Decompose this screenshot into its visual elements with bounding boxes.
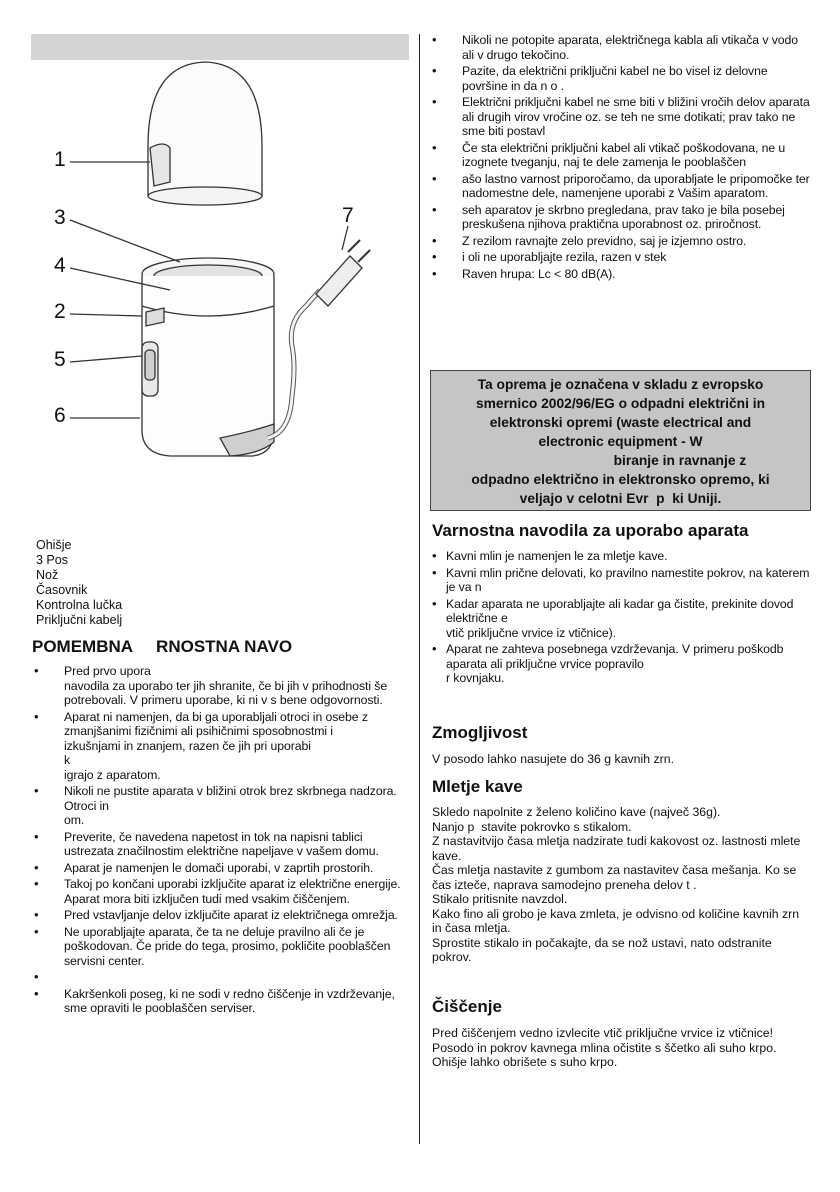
notice-line: Ta oprema je označena v skladu z evropsko bbox=[477, 377, 764, 392]
notice-line: biranje in ravnanje z bbox=[494, 453, 747, 468]
list-item bbox=[32, 970, 407, 985]
cleaning-heading: Čiščenje bbox=[432, 997, 502, 1016]
safety-section bbox=[432, 520, 812, 688]
list-item: • Aparat ni namenjen, da bi ga uporabljali otroci in osebe z zmanjšanimi fizičnimi ali psihičnimi sposobnostmi i izkušnjami in znanjem, razen če jih pri uporabi k igrajo z aparatom. bbox=[32, 710, 407, 783]
left-safety-list bbox=[32, 664, 407, 1018]
list-item: • Aparat je namenjen le domači uporabi, v zaprtih prostorih. bbox=[32, 861, 407, 876]
list-item: • i oli ne uporabljajte rezila, razen v stek bbox=[430, 250, 810, 265]
grinding-line: Z nastavitvijo časa mletja nadzirate tudi kakovost oz. lastnosti mlete kave. bbox=[432, 834, 801, 863]
figure-number-5: 5 bbox=[54, 348, 66, 371]
weee-notice-box bbox=[430, 370, 811, 511]
part-control-light: Kontrolna lučka bbox=[36, 598, 123, 612]
grinding-line: Stikalo pritisnite navzdol. bbox=[432, 892, 568, 906]
part-bowl: 3 Pos bbox=[36, 553, 68, 567]
cleaning-line: Ohišje lahko obrišete s suho krpo. bbox=[432, 1055, 618, 1069]
list-item: • Takoj po končani uporabi izključite aparat iz električne energije. Aparat mora biti izključen tudi med vsakim čiščenjem. bbox=[32, 877, 407, 906]
list-item: • Pred vstavljanje delov izključite aparat iz električnega omrežja. bbox=[32, 908, 407, 923]
list-item: • Kakršenkoli poseg, ki ne sodi v redno čiščenje in vzdrževanje, sme opraviti le pooblaščen serviser. bbox=[32, 987, 407, 1016]
figure-number-4: 4 bbox=[54, 254, 66, 277]
list-item: • Pred prvo upora navodila za uporabo ter jih shranite, če bi jih v prihodnosti še potrebovali. V primeru uporabe, ki ni v s bene odgovornosti. bbox=[32, 664, 407, 708]
notice-line: elektronski opremi (waste electrical and bbox=[489, 415, 752, 430]
list-item: • seh aparatov je skrbno pregledana, prav tako je bila posebej preskušena njihova praktična uporabnost oz. priročnost. bbox=[430, 203, 810, 232]
part-knife: Nož bbox=[36, 568, 59, 582]
list-item: • Nikoli ne pustite aparata v bližini otrok brez skrbnega nadzora. Otroci in om. bbox=[32, 784, 407, 828]
safety-list bbox=[432, 549, 812, 686]
list-item: • Pazite, da električni priključni kabel ne bo visel iz delovne površine in da n o . bbox=[430, 64, 810, 93]
figure-number-2: 2 bbox=[54, 300, 66, 323]
grinding-line: Čas mletja nastavite z gumbom za nastavitev časa mešanja. Ko se čas izteče, naprava samodejno preneha delov t . bbox=[432, 863, 797, 892]
list-item: • Z rezilom ravnajte zelo previdno, saj je izjemno ostro. bbox=[430, 234, 810, 249]
list-item: • Preverite, če navedena napetost in tok na napisni tablici ustrezata značilnostim električne napeljave v vašem domu. bbox=[32, 830, 407, 859]
grinding-line: Sprostite stikalo in počakajte, da se nož ustavi, nato odstranite pokrov. bbox=[432, 935, 772, 964]
list-item: • Če sta električni priključni kabel ali vtikač poškodovana, ne u izognete tveganju, naj te dele zamenja le pooblaščen bbox=[430, 141, 810, 170]
capacity-section bbox=[432, 722, 812, 767]
list-item: • Nikoli ne potopite aparata, električnega kabla ali vtikača v vodo ali v drugo tekočino. bbox=[430, 33, 810, 62]
figure-number-6: 6 bbox=[54, 404, 66, 427]
grinder-drawing bbox=[30, 36, 410, 476]
list-item: • Ne uporabljajte aparata, če ta ne deluje pravilno ali če je poškodovan. Če pride do tega, prosimo, pokličite pooblaščen servisni center. bbox=[32, 925, 407, 969]
parts-list bbox=[36, 538, 122, 628]
list-item: • Raven hrupa: Lc < 80 dB(A). bbox=[430, 267, 810, 282]
figure-number-1: 1 bbox=[54, 148, 66, 171]
part-housing: Ohišje bbox=[36, 538, 72, 552]
grinding-heading: Mletje kave bbox=[432, 777, 523, 796]
capacity-heading: Zmogljivost bbox=[432, 723, 528, 742]
capacity-text: V posodo lahko nasujete do 36 g kavnih zrn. bbox=[432, 752, 675, 766]
figure-number-3: 3 bbox=[54, 206, 66, 229]
list-item: • Kadar aparata ne uporabljajte ali kadar ga čistite, prekinite dovod električne e vtič priključne vrvice iz vtičnice). bbox=[432, 597, 812, 641]
list-item: • ašo lastno varnost priporočamo, da uporabljate le pripomočke ter nadomestne dele, namenjene uporabi z Vašim aparatom. bbox=[430, 172, 810, 201]
figure-number-7: 7 bbox=[342, 204, 354, 227]
part-timer: Časovnik bbox=[36, 583, 88, 597]
part-cable: Priključni kabelj bbox=[36, 613, 123, 627]
column-divider bbox=[419, 34, 420, 1144]
list-item: • Aparat ne zahteva posebnega vzdrževanja. V primeru poškodb aparata ali priključne vrvice popravilo r kovnjaku. bbox=[432, 642, 812, 686]
list-item: • Električni priključni kabel ne sme biti v bližini vročih delov aparata ali drugih virov vročine oz. se teh ne sme dotikati; prav tako ne sme biti postavl bbox=[430, 95, 810, 139]
notice-line: odpadno električno in elektronsko opremo, ki bbox=[471, 472, 770, 487]
grinding-section bbox=[432, 776, 812, 965]
right-safety-list bbox=[430, 33, 810, 283]
notice-line: electronic equipment - W bbox=[538, 434, 703, 449]
list-item: • Kavni mlin je namenjen le za mletje kave. bbox=[432, 549, 812, 564]
list-item: • Kavni mlin prične delovati, ko pravilno namestite pokrov, na katerem je va n bbox=[432, 566, 812, 595]
important-safety-heading: POMEMBNA RNOSTNA NAVO bbox=[32, 637, 293, 656]
notice-line: smernico 2002/96/EG o odpadni električni in bbox=[475, 396, 766, 411]
cleaning-line: Posodo in pokrov kavnega mlina očistite s ščetko ali suho krpo. bbox=[432, 1040, 777, 1055]
safety-heading: Varnostna navodila za uporabo aparata bbox=[432, 521, 749, 540]
cleaning-line: Pred čiščenjem vedno izvlecite vtič priključne vrvice iz vtičnice! bbox=[432, 1026, 774, 1040]
cleaning-section bbox=[432, 996, 812, 1070]
grinding-line: Skledo napolnite z želeno količino kave (največ 36g). bbox=[432, 805, 721, 819]
grinding-line: Nanjo p stavite pokrovko s stikalom. bbox=[432, 819, 632, 834]
notice-line: veljajo v celotni Evr p ki Uniji. bbox=[519, 491, 722, 506]
grinding-line: Kako fino ali grobo je kava zmleta, je odvisno od količine kavnih zrn in časa mletja. bbox=[432, 906, 800, 935]
grinder-illustration bbox=[30, 36, 410, 476]
